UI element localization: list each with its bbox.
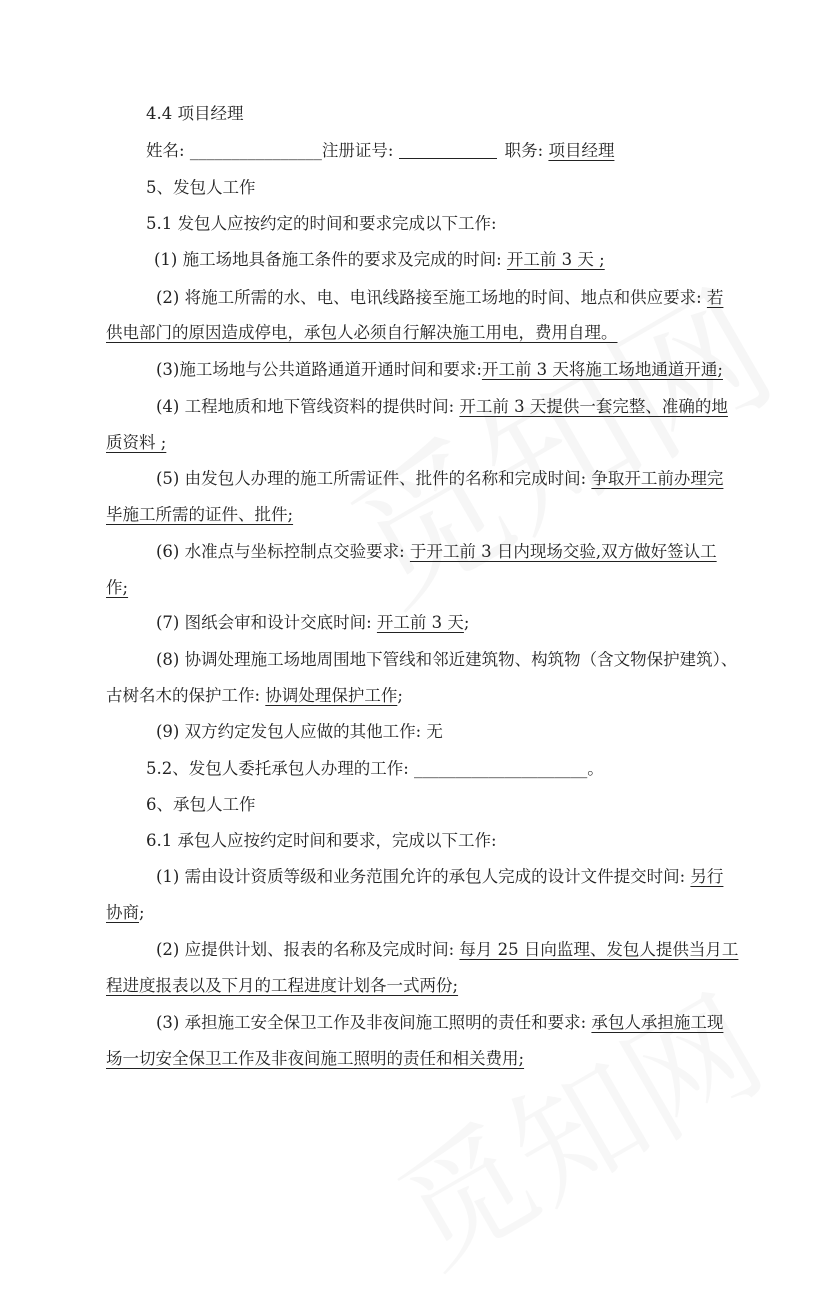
section-6-heading: 6、承包人工作	[146, 795, 256, 814]
watermark-bottom	[359, 945, 790, 1302]
item-5-1-3: (3)施工场地与公共道路通道开通时间和要求:开工前 3 天将施工场地通道开通;	[156, 360, 723, 379]
section-5-1: 5.1 发包人应按约定的时间和要求完成以下工作:	[146, 214, 497, 233]
section-6-1: 6.1 承包人应按约定时间和要求，完成以下工作:	[146, 831, 497, 850]
name-blank: ________________	[189, 141, 322, 160]
item-6-1-3-cont: 场一切安全保卫工作及非夜间施工照明的责任和相关费用;	[106, 1049, 525, 1068]
item-6-1-2: (2) 应提供计划、报表的名称及完成时间: 每月 25 日向监理、发包人提供当月工	[156, 940, 739, 959]
item-5-1-5: (5) 由发包人办理的施工所需证件、批件的名称和完成时间: 争取开工前办理完	[156, 469, 724, 488]
item-5-1-6: (6) 水准点与坐标控制点交验要求: 于开工前 3 日内现场交验,双方做好签认工	[156, 542, 717, 561]
item-6-1-1: (1) 需由设计资质等级和业务范围允许的承包人完成的设计文件提交时间: 另行	[156, 867, 724, 886]
item-5-1-7: (7) 图纸会审和设计交底时间: 开工前 3 天;	[156, 613, 470, 632]
registration-label: 注册证号:	[321, 141, 399, 160]
name-label: 姓名:	[146, 141, 190, 160]
item-6-1-3: (3) 承担施工安全保卫工作及非夜间施工照明的责任和要求: 承包人承担施工现	[156, 1013, 724, 1032]
item-5-1-1: (1) 施工场地具备施工条件的要求及完成的时间: 开工前 3 天 ;	[154, 250, 605, 269]
heading-4-4: 4.4 项目经理	[146, 104, 244, 123]
item-5-1-2: (2) 将施工所需的水、电、电讯线路接至施工场地的时间、地点和供应要求: 若	[156, 288, 724, 307]
duty-label: 职务:	[504, 141, 549, 160]
item-5-1-2-cont: 供电部门的原因造成停电，承包人必须自行解决施工用电，费用自理。	[106, 323, 618, 342]
item-5-1-8-cont: 古树名木的保护工作: 协调处理保护工作;	[106, 686, 403, 705]
item-5-1-9: (9) 双方约定发包人应做的其他工作: 无	[156, 722, 443, 741]
registration-blank	[399, 140, 497, 159]
section-5-2: 5.2、发包人委托承包人办理的工作: _____________________。	[146, 759, 604, 778]
item-5-1-4-cont: 质资料 ;	[106, 433, 167, 452]
item-6-1-2-cont: 程进度报表以及下月的工程进度计划各一式两份;	[106, 976, 459, 995]
item-5-1-5-cont: 毕施工所需的证件、批件;	[106, 505, 294, 524]
duty-value: 项目经理	[548, 141, 615, 160]
item-5-1-6-cont: 作;	[106, 578, 129, 597]
item-5-1-8: (8) 协调处理施工场地周围地下管线和邻近建筑物、构筑物（含文物保护建筑）、	[156, 650, 738, 669]
section-5-heading: 5、发包人工作	[146, 178, 256, 197]
item-6-1-1-cont: 协商;	[106, 903, 145, 922]
manager-info-line	[146, 140, 614, 162]
item-5-1-4: (4) 工程地质和地下管线资料的提供时间: 开工前 3 天提供一套完整、准确的地	[156, 397, 728, 416]
